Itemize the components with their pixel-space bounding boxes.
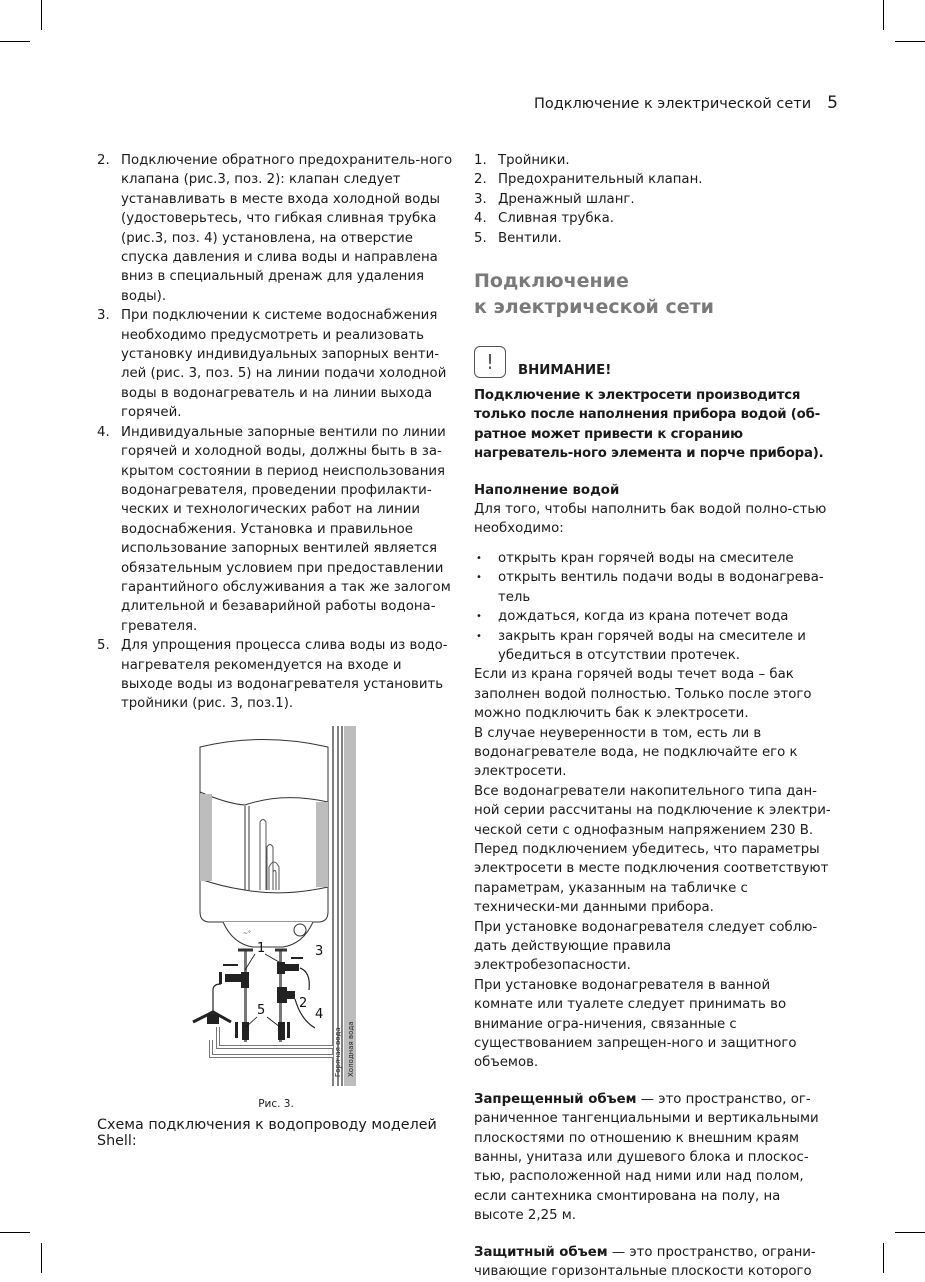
svg-text:Горячая вода: Горячая вода: [334, 1027, 342, 1077]
svg-text:1: 1: [257, 941, 266, 956]
running-header: [534, 93, 838, 113]
paragraph: Все водонагреватели накопительного типа дан-ной серии рассчитаны на подключение к электри-ческой сети с однофазным напряжением 230 В.: [474, 783, 831, 838]
list-item: [97, 423, 455, 636]
svg-text:~°: ~°: [243, 930, 252, 937]
list-item: [97, 306, 455, 422]
crop-mark: [895, 1232, 925, 1233]
item-text: Дренажный шланг.: [498, 191, 635, 207]
left-column: [97, 151, 455, 714]
legend-item: [474, 209, 832, 228]
item-text: Сливная трубка.: [498, 211, 614, 227]
diagram-illustration: [183, 722, 363, 1087]
figure-title: Схема подключения к водопроводу моделей Shell:: [97, 1117, 437, 1149]
paragraph: Если из крана горячей воды течет вода – бак заполнен водой полностью. Только после этого можно подключить бак к электросети.: [474, 667, 812, 722]
filling-steps-list: [474, 549, 832, 665]
paragraph: В случае неуверенности в том, есть ли в водонагревателе вода, не подключайте его к электросети.: [474, 725, 798, 780]
term: Защитный объем: [474, 1244, 608, 1260]
section-title-line: к электрической сети: [474, 296, 714, 319]
item-number: 5.: [97, 638, 110, 654]
exclamation-icon: !: [474, 346, 506, 378]
protective-volume-definition: [474, 1243, 832, 1282]
legend-item: [474, 170, 832, 189]
item-number: 1.: [474, 153, 487, 168]
paragraph: При установке водонагревателя в ванной комнате или туалете следует принимать во внимание огра-ничения, связанные с существованием запрещен-ного и защитного объемов.: [474, 977, 797, 1071]
header-section-title: Подключение к электрической сети: [533, 96, 812, 112]
crop-mark: [883, 1243, 884, 1273]
term: Запрещенный объем: [474, 1091, 637, 1107]
item-text: При подключении к системе водоснабжения необходимо предусмотреть и реализовать установку индивидуальных запорных венти-лей (рис. 3, поз. 5) на линии подачи холодной воды в водонагреватель и на линии выхода горячей.: [121, 308, 447, 421]
item-text: Предохранительный клапан.: [498, 172, 703, 188]
warning-text: Подключение к электросети производится только после наполнения прибора водой (об-ратное может привести к сгоранию нагреватель-ного элемента и порче прибора).: [474, 388, 824, 462]
filling-intro: Для того, чтобы наполнить бак водой полно-стью необходимо:: [474, 502, 827, 537]
warning-block: [474, 346, 832, 378]
figure-caption: Рис. 3.: [258, 1098, 294, 1110]
crop-mark: [0, 41, 30, 42]
figure-legend-list: [474, 151, 832, 248]
definition-text: — это пространство, ограни-чивающие горизонтальные плоскости которого: [474, 1244, 816, 1280]
crop-mark: [41, 0, 42, 30]
item-text: Вентили.: [498, 230, 562, 246]
item-number: 4.: [474, 211, 487, 227]
crop-mark: [883, 0, 884, 30]
item-text: Тройники.: [498, 153, 570, 168]
legend-item: [474, 151, 832, 170]
item-text: Индивидуальные запорные вентили по линии горячей и холодной воды, должны быть в за-крытом состоянии в период неиспользования водонагревателя, проведении профилакти-ческих и технологических работ на линии водоснабжения. Установка и правильное использование запорных вентилей является обязательным условием при предоставлении гарантийного обслуживания а так же залогом длительной и безаварийной работы водона-гревателя.: [121, 424, 451, 634]
crop-mark: [41, 1243, 42, 1273]
forbidden-volume-definition: [474, 1090, 832, 1226]
crop-mark: [0, 1232, 30, 1233]
installation-steps-list: [97, 151, 455, 714]
svg-text:4: 4: [315, 1007, 324, 1022]
item-number: 2.: [97, 153, 110, 168]
bullet-item: • дождаться, когда из крана потечет вода: [474, 607, 832, 626]
svg-text:3: 3: [315, 944, 324, 959]
svg-text:Холодная вода: Холодная вода: [347, 1021, 355, 1077]
item-number: 3.: [97, 308, 110, 324]
legend-item: [474, 190, 832, 209]
item-text: Для упрощения процесса слива воды из водо-нагревателя рекомендуется на входе и выходе воды из водонагревателя установить тройники (рис. 3, поз.1).: [121, 638, 448, 712]
item-number: 5.: [474, 230, 487, 246]
right-column: [474, 151, 832, 1282]
item-number: 2.: [474, 172, 487, 188]
item-text: Подключение обратного предохранитель-ного клапана (рис.3, поз. 2): клапан следует устанавливать в месте входа холодной воды (удостоверьтесь, что гибкая сливная трубка (рис.3, поз. 4) установлена, на отверстие спуска давления и слива воды и направлена вниз в специальный дренаж для удаления воды).: [121, 153, 453, 304]
warning-title: ВНИМАНИЕ!: [518, 362, 612, 378]
list-item: [97, 151, 455, 306]
crop-mark: [895, 41, 925, 42]
section-title-line: Подключение: [474, 270, 629, 293]
item-number: 4.: [97, 424, 110, 440]
legend-item: [474, 229, 832, 248]
bullet-item: • открыть вентиль подачи воды в водонагрева-тель: [474, 568, 832, 607]
paragraph: При установке водонагревателя следует соблю-дать действующие правила электробезопасности.: [474, 919, 818, 974]
paragraph: Перед подключением убедитесь, что параметры электросети в месте подключения соответствуют параметрам, указанным на табличке с технически-ми данными прибора.: [474, 841, 829, 916]
section-title: [474, 268, 832, 320]
bullet-item: • закрыть кран горячей воды на смесителе и убедиться в отсутствии протечек.: [474, 627, 832, 666]
bullet-item: • открыть кран горячей воды на смесителе: [474, 549, 832, 568]
svg-text:5: 5: [257, 1003, 266, 1018]
filling-heading: Наполнение водой: [474, 482, 620, 498]
page-number: 5: [827, 93, 838, 113]
item-number: 3.: [474, 191, 487, 207]
list-item: [97, 636, 455, 714]
definition-text: — это пространство, ог-раниченное тангенциальными и вертикальными плоскостями по отношению к внешним краям ванны, унитаза или душевого блока и плоскос-тью, расположенной над ними или над полом, если сантехника смонтирована на полу, на высоте 2,25 м.: [474, 1091, 819, 1224]
water-heater-connection-diagram: [183, 722, 363, 1087]
svg-text:2: 2: [299, 996, 308, 1011]
